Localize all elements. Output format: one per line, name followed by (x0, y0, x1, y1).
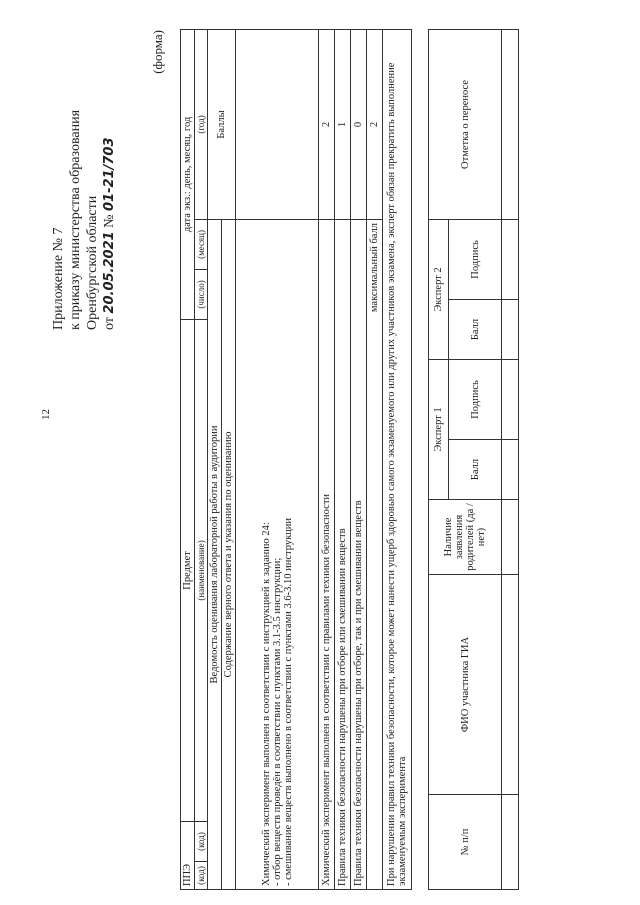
appendix-title: Приложение № 7 (51, 227, 66, 330)
task-score-cell (236, 29, 319, 219)
handwritten-number: 01-21/703 (102, 137, 117, 211)
date-month: (месяц) (195, 219, 208, 269)
expert1-header: Эксперт 1 (429, 359, 449, 499)
criterion-score: 1 (335, 29, 351, 219)
score-header: Баллы (208, 29, 236, 219)
appendix-region-line: Оренбургской области (85, 195, 100, 330)
sheet-title: Ведомость оценивания лабораторной работы в аудитории (208, 219, 222, 889)
ppe-label: ППЭ (181, 821, 195, 889)
max-score-value: 2 (367, 29, 383, 219)
parents-statement-header: Наличие заявления родителей (да /нет) (429, 500, 502, 575)
expert2-score-header: Балл (449, 299, 502, 359)
rotated-form-page (51, 30, 600, 890)
row-number-header: № п/п (429, 795, 502, 890)
appendix-ref-line: к приказу министерства образования (68, 109, 83, 330)
expert1-score-header: Балл (449, 440, 502, 500)
appendix-date-line: от 20.05.2021 № 01-21/703 (102, 137, 117, 330)
max-score-label: максимальный балл (367, 219, 383, 889)
date-day: (число) (195, 269, 208, 319)
transfer-mark-header: Отметка о переносе (429, 29, 502, 219)
expert2-signature-header: Подпись (449, 219, 502, 299)
subject-code: (код) (195, 821, 208, 861)
subject-label: Предмет (181, 319, 195, 821)
subject-name: (наименование) (195, 319, 208, 821)
form-label: (форма) (150, 30, 165, 74)
expert1-signature-header: Подпись (449, 359, 502, 439)
criterion-score: 0 (351, 29, 367, 219)
content-header: Содержание верного ответа и указания по оцениванию (222, 219, 236, 889)
task-description: Химический эксперимент выполнен в соответствии с инструкцией к заданию 24: - отбор веществ проведён в соответствии с пунктами 3.1-3.5 инструкции; - смешивание веществ выполнено в соответствии с пунктами 3.6-3.10 инструкции (236, 219, 319, 889)
criterion-row: Правила техники безопасности нарушены при отборе или смешивании веществ 1 (335, 29, 351, 889)
participants-table (428, 29, 519, 890)
grading-sheet-table (180, 29, 412, 890)
criterion-score: 2 (319, 29, 335, 219)
criterion-row: Правила техники безопасности нарушены при отборе, так и при смешивании веществ 0 (351, 29, 367, 889)
criterion-row: Химический эксперимент выполнен в соответствии с правилами техники безопасности 2 (319, 29, 335, 889)
handwritten-date: 20.05.2021 (102, 231, 117, 314)
exam-date-label: дата экз.: день, месяц, год (181, 29, 195, 319)
expert2-header: Эксперт 2 (429, 219, 449, 359)
ppe-code: (код) (195, 862, 208, 890)
safety-note: При нарушении правил техники безопасности, которое может нанести ущерб здоровью самого экзаменуемого или других участников экзамена, эксперт обязан прекратить выполнение экзаменуемым эксперимента (383, 29, 412, 889)
page-number: 12 (40, 409, 52, 420)
participant-name-header: ФИО участника ГИА (429, 575, 502, 795)
participant-row (502, 29, 519, 889)
date-year: (год) (195, 29, 208, 219)
appendix-header (50, 30, 118, 330)
